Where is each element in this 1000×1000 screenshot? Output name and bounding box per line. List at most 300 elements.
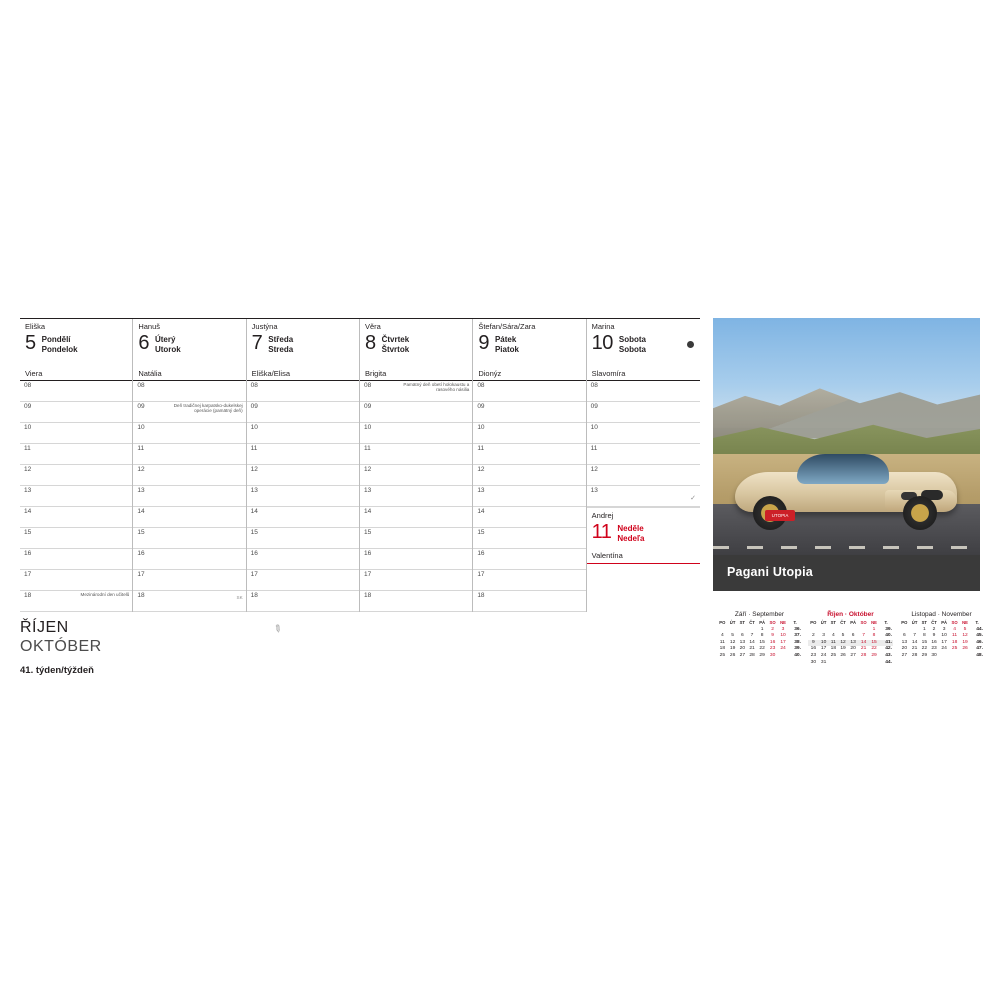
hour-slot[interactable] [133, 423, 245, 444]
weekday-header: ST [921, 620, 927, 625]
hour-slots [473, 381, 585, 612]
weekday-header: ČT [840, 620, 846, 625]
date-cell: 23 [931, 646, 937, 652]
day-of-week [268, 332, 293, 355]
sunday-cell [587, 495, 700, 564]
hour-label: 14 [477, 508, 485, 515]
mini-calendar-week-row [899, 633, 984, 640]
date-cell: 29 [871, 652, 877, 658]
holiday-note: Mezinárodní den učitelů [80, 592, 130, 597]
hour-label: 15 [477, 529, 485, 536]
date-cell: 2 [811, 633, 815, 639]
hour-label: 09 [24, 403, 32, 410]
day-number: 8 [364, 332, 376, 354]
date-cell: 12 [729, 639, 736, 645]
date-cell: 25 [830, 652, 837, 658]
mini-calendar-title: Září · September [734, 611, 785, 618]
date-cell: 12 [962, 633, 968, 639]
mini-calendar [808, 611, 893, 666]
date-cell: 11 [829, 640, 839, 647]
date-cell: 2 [932, 626, 936, 632]
date-cell: 22 [871, 646, 877, 652]
hour-slot[interactable] [133, 570, 245, 591]
hour-slot[interactable] [473, 486, 585, 507]
sunday-nameday-sk: Valentína [591, 551, 623, 560]
hour-label: 16 [250, 550, 258, 557]
hour-slot[interactable] [133, 381, 245, 402]
hour-label: 17 [137, 571, 145, 578]
mini-calendar-week-row [808, 633, 893, 640]
region-marker: SK [236, 595, 243, 600]
hour-label: 17 [363, 571, 372, 578]
hour-slot[interactable] [587, 444, 700, 465]
hour-label: 16 [363, 550, 372, 557]
weekday-header: ÚT [911, 620, 918, 625]
date-cell: 5 [963, 626, 967, 632]
hour-slot[interactable] [133, 591, 245, 612]
nameday-cs: Věra [364, 322, 381, 331]
hour-slot[interactable] [473, 423, 585, 444]
hour-slot[interactable] [360, 486, 472, 507]
hour-label: 14 [363, 508, 372, 515]
nameday-cs: Marina [591, 322, 615, 331]
day-column [20, 319, 133, 612]
hour-label: 09 [137, 403, 145, 410]
day-of-week-sk: Štvrtok [381, 345, 410, 354]
hour-slot[interactable] [360, 570, 472, 591]
date-cell: 24 [941, 646, 947, 652]
date-cell: 5 [731, 633, 734, 639]
date-cell: 4 [953, 626, 956, 632]
hour-slot[interactable] [360, 423, 472, 444]
nameday-sk: Viera [25, 369, 43, 378]
hour-label: 12 [477, 466, 485, 473]
week-number-cell: 39. [794, 646, 801, 652]
hour-slot[interactable] [20, 402, 132, 423]
date-cell: 18 [830, 646, 837, 652]
date-cell: 14 [911, 639, 918, 645]
check-icon: ✓ [690, 495, 696, 502]
date-cell [848, 660, 858, 667]
hour-slot[interactable] [247, 570, 359, 591]
hour-slot[interactable] [247, 465, 359, 486]
mini-calendar-week-row [717, 646, 802, 653]
hour-slot[interactable] [360, 549, 472, 570]
hour-slot[interactable] [360, 444, 472, 465]
date-cell: 18 [719, 646, 726, 652]
date-cell: 7 [750, 633, 754, 639]
hour-slots [247, 381, 359, 612]
hour-label: 13 [250, 487, 258, 494]
hour-label: 13 [477, 487, 485, 494]
hour-label: 12 [363, 466, 372, 473]
date-cell: 1 [760, 626, 764, 632]
hour-slot[interactable] [20, 486, 132, 507]
date-cell: 23 [810, 652, 817, 658]
hour-slots [133, 381, 245, 612]
day-of-week-sk: Pondelok [41, 345, 78, 354]
date-cell: 11 [719, 639, 725, 645]
hour-slot[interactable] [20, 465, 132, 486]
hour-slot[interactable] [133, 465, 245, 486]
date-cell: 9 [808, 640, 819, 647]
date-cell: 6 [851, 633, 855, 639]
day-of-week-cs: Úterý [154, 335, 176, 344]
hour-slot[interactable] [20, 528, 132, 549]
date-cell: 21 [749, 646, 755, 652]
sunday-nameday-cs: Andrej [591, 511, 614, 520]
weekday-header: PO [901, 620, 908, 625]
hour-slot[interactable] [473, 465, 585, 486]
hour-slot[interactable] [20, 591, 132, 612]
date-cell: 6 [740, 633, 744, 639]
weekday-header: ST [830, 620, 836, 625]
hour-label: 12 [137, 466, 145, 473]
hour-slot[interactable] [587, 381, 700, 402]
car-illustration [735, 446, 957, 524]
week-number-cell: 43. [885, 652, 892, 658]
holiday-note: Pamätný deň obetí holokaustu a rasového násilia [403, 382, 470, 393]
date-cell: 7 [913, 633, 916, 639]
hour-label: 11 [363, 445, 371, 452]
nameday-sk: Slavomíra [591, 369, 626, 378]
date-cell: 9 [932, 633, 936, 639]
hour-slot[interactable] [247, 444, 359, 465]
month-name-cs: ŘÍJEN [20, 619, 69, 636]
day-header [473, 319, 585, 381]
date-cell: 28 [911, 652, 918, 658]
mini-calendar-table [717, 620, 802, 660]
date-cell: 4 [720, 633, 724, 639]
hour-label: 11 [477, 445, 485, 452]
week-number-label: 41. týden/týždeň [20, 665, 94, 676]
month-block [20, 618, 260, 676]
car-cabin [797, 454, 889, 484]
date-cell: 11 [952, 633, 958, 639]
date-cell [949, 653, 960, 660]
week-number-cell: 46. [976, 639, 983, 645]
day-number-row [25, 332, 127, 355]
date-cell [829, 660, 839, 667]
car-wheel-front [903, 496, 937, 530]
mini-calendar-title: Listopad · November [911, 611, 972, 618]
day-header [587, 319, 700, 381]
weekday-header: PO [719, 620, 726, 625]
hour-slot[interactable] [247, 381, 359, 402]
weekday-header: NE [962, 620, 968, 625]
weekday-header: ÚT [820, 620, 827, 625]
car-license-plate [765, 510, 795, 521]
nameday-cs: Justýna [251, 322, 278, 331]
hour-slot[interactable] [473, 591, 585, 612]
hour-slot[interactable] [20, 570, 132, 591]
mini-calendar-week-row [808, 660, 893, 667]
day-number-row [478, 332, 580, 355]
hour-label: 13 [363, 487, 372, 494]
date-cell: 20 [739, 646, 746, 652]
day-of-week [495, 332, 519, 355]
holiday-note: Deň tradičnej karpatsko-dukelskej operácie (pamätný deň) [173, 403, 243, 414]
weekday-header: ÚT [729, 620, 736, 625]
week-number-cell: 48. [976, 652, 983, 658]
hour-slot[interactable] [587, 402, 700, 423]
sports-car-photo [713, 318, 980, 555]
hour-label: 14 [137, 508, 145, 515]
hour-slot[interactable] [247, 423, 359, 444]
hour-label: 10 [24, 424, 32, 431]
hour-label: 18 [250, 592, 258, 599]
hour-slot[interactable] [133, 444, 245, 465]
week-number-cell: 42. [885, 646, 892, 652]
date-cell: 24 [780, 646, 786, 652]
hour-slot[interactable] [360, 507, 472, 528]
hour-slot[interactable] [247, 528, 359, 549]
date-cell: 7 [862, 633, 865, 639]
day-column [473, 319, 586, 612]
week-number-cell: 47. [976, 646, 983, 652]
hour-label: 18 [477, 592, 485, 599]
mini-calendar-table [899, 620, 984, 660]
week-number-cell: 40. [885, 633, 892, 639]
day-of-week-cs: Čtvrtek [381, 335, 410, 344]
hour-label: 11 [137, 445, 145, 452]
hour-slot[interactable] [247, 486, 359, 507]
hour-slot[interactable] [360, 465, 472, 486]
date-cell: 27 [901, 652, 908, 658]
hour-slot[interactable] [133, 507, 245, 528]
date-cell [869, 660, 879, 667]
day-column [360, 319, 473, 612]
date-cell: 5 [841, 633, 845, 639]
date-cell: 1 [872, 626, 876, 632]
mini-calendar-week-row [808, 646, 893, 653]
date-cell: 4 [831, 633, 835, 639]
hour-label: 18 [137, 592, 145, 599]
hour-slot[interactable] [20, 444, 132, 465]
weekday-header: SO [951, 620, 958, 625]
hour-slot[interactable] [247, 549, 359, 570]
day-of-week [42, 332, 78, 355]
hour-slot[interactable] [133, 549, 245, 570]
date-cell: 6 [902, 633, 906, 639]
mini-calendar-header-row [899, 620, 984, 627]
date-cell [838, 660, 848, 667]
hour-label: 15 [363, 529, 372, 536]
date-cell: 22 [759, 646, 765, 652]
date-cell: 22 [921, 646, 928, 652]
hour-label: 15 [137, 529, 145, 536]
date-cell: 25 [719, 652, 726, 658]
hour-label: 13 [137, 487, 145, 494]
hour-slot[interactable] [247, 591, 359, 612]
hour-slot[interactable] [473, 549, 585, 570]
weekday-header: NE [780, 620, 786, 625]
sunday-dow-sk: Nedeľa [617, 534, 645, 543]
mini-calendar [899, 611, 984, 666]
day-of-week-cs: Pondělí [41, 335, 71, 344]
mini-calendar-week-row [717, 627, 802, 634]
hour-label: 09 [477, 403, 485, 410]
hour-slot[interactable] [360, 381, 472, 402]
weekday-header: ČT [931, 620, 937, 625]
mini-calendar-week-row [808, 653, 893, 660]
date-cell [858, 660, 869, 667]
weekday-header: PÁ [759, 620, 766, 625]
hour-slot[interactable] [133, 486, 245, 507]
date-cell: 16 [769, 639, 776, 645]
right-panel [713, 318, 983, 696]
date-cell: 8 [760, 633, 764, 639]
day-of-week [619, 332, 646, 355]
hour-slots [587, 381, 700, 507]
hour-slot[interactable] [587, 423, 700, 444]
hour-label: 12 [24, 466, 32, 473]
hour-slot[interactable] [20, 549, 132, 570]
day-columns [20, 318, 700, 612]
hour-slot[interactable] [247, 402, 359, 423]
day-of-week-sk: Sobota [618, 345, 646, 354]
hour-slot[interactable] [587, 465, 700, 486]
day-number-row [592, 332, 695, 355]
date-cell: 13 [739, 639, 746, 645]
sunday-number-row [592, 521, 695, 544]
pencil-icon: ✎ [270, 622, 284, 637]
hour-slot[interactable] [473, 507, 585, 528]
day-of-week-cs: Pátek [494, 335, 517, 344]
date-cell: 23 [769, 646, 776, 652]
hour-slot[interactable] [20, 423, 132, 444]
sunday-day-of-week [617, 521, 644, 544]
hour-slot[interactable] [587, 486, 700, 507]
hour-slot[interactable] [473, 402, 585, 423]
nameday-sk: Dionýz [478, 369, 502, 378]
date-cell [939, 653, 949, 660]
week-number-cell: 45. [976, 633, 983, 639]
hour-label: 14 [250, 508, 258, 515]
hour-label: 09 [250, 403, 258, 410]
date-cell: 17 [780, 639, 786, 645]
hour-label: 10 [250, 424, 258, 431]
hour-label: 14 [24, 508, 32, 515]
date-cell: 2 [771, 626, 774, 632]
hour-slot[interactable] [473, 570, 585, 591]
hour-slot[interactable] [20, 381, 132, 402]
date-cell: 17 [820, 646, 827, 652]
day-number: 5 [25, 332, 36, 354]
hour-slot[interactable] [360, 591, 472, 612]
day-column [587, 319, 700, 612]
week-number-cell: 36. [794, 626, 801, 632]
hour-label: 09 [363, 403, 372, 410]
day-of-week-cs: Středa [268, 335, 294, 344]
sunday-day-number: 11 [591, 521, 612, 543]
day-of-week [382, 332, 410, 355]
hour-slot[interactable] [360, 402, 472, 423]
day-header [360, 319, 472, 381]
hour-label: 17 [477, 571, 485, 578]
day-of-week-sk: Utorok [154, 345, 181, 354]
day-column [247, 319, 360, 612]
date-cell: 30 [810, 659, 817, 665]
date-cell: 14 [858, 640, 869, 647]
date-cell: 19 [962, 639, 968, 645]
hour-slot[interactable] [360, 528, 472, 549]
hour-label: 10 [363, 424, 372, 431]
date-cell: 26 [962, 646, 968, 652]
day-number-row [252, 332, 354, 355]
hour-label: 08 [590, 382, 598, 389]
date-cell: 10 [941, 633, 947, 639]
hour-label: 16 [137, 550, 145, 557]
hour-slots [20, 381, 132, 612]
photo-caption: Pagani Utopia [713, 555, 980, 591]
date-cell: 3 [781, 626, 785, 632]
mini-calendar-header-row [717, 620, 802, 627]
hour-label: 17 [250, 571, 258, 578]
weekday-header: ČT [749, 620, 755, 625]
weekly-planner [20, 318, 700, 696]
day-number: 10 [591, 332, 613, 354]
mini-calendars [713, 611, 983, 666]
date-cell: 19 [840, 646, 846, 652]
hour-slot[interactable] [20, 507, 132, 528]
hour-label: 10 [137, 424, 145, 431]
hour-label: 08 [363, 382, 372, 389]
date-cell: 28 [749, 652, 755, 658]
hour-label: 15 [250, 529, 258, 536]
mini-calendar-week-row [717, 633, 802, 640]
mini-calendar-week-row [899, 646, 984, 653]
day-of-week-sk: Piatok [494, 345, 519, 354]
hour-slot[interactable] [133, 402, 245, 423]
hour-label: 12 [250, 466, 258, 473]
hour-label: 12 [590, 466, 598, 473]
date-cell: 3 [822, 633, 825, 639]
hour-label: 17 [24, 571, 32, 578]
hour-slot[interactable] [133, 528, 245, 549]
date-cell: 8 [922, 633, 926, 639]
hour-label: 11 [590, 445, 598, 452]
date-cell: 15 [921, 639, 928, 645]
mini-calendar-title: Říjen · Október [827, 611, 874, 618]
nameday-cs: Eliška [25, 322, 46, 331]
date-cell: 9 [771, 633, 774, 639]
date-cell: 24 [820, 652, 827, 658]
date-cell: 15 [759, 639, 765, 645]
hour-slot[interactable] [247, 507, 359, 528]
hour-label: 16 [477, 550, 485, 557]
date-cell: 30 [931, 652, 937, 658]
date-cell: 10 [819, 640, 829, 647]
date-cell: 28 [860, 652, 867, 658]
weekday-header: T. [975, 620, 979, 625]
day-number-row [365, 332, 467, 355]
day-of-week [155, 332, 181, 355]
date-cell: 31 [820, 659, 827, 665]
hour-slot[interactable] [473, 381, 585, 402]
date-cell: 30 [769, 652, 776, 658]
date-cell: 16 [810, 646, 817, 652]
hour-slot[interactable] [473, 528, 585, 549]
weekday-header: PO [810, 620, 817, 625]
hour-label: 08 [477, 382, 485, 389]
date-cell: 29 [759, 652, 765, 658]
hour-label: 15 [24, 529, 32, 536]
date-cell: 27 [850, 652, 856, 658]
hour-slot[interactable] [473, 444, 585, 465]
photo-road-markings [713, 546, 980, 549]
hour-label: 18 [363, 592, 372, 599]
